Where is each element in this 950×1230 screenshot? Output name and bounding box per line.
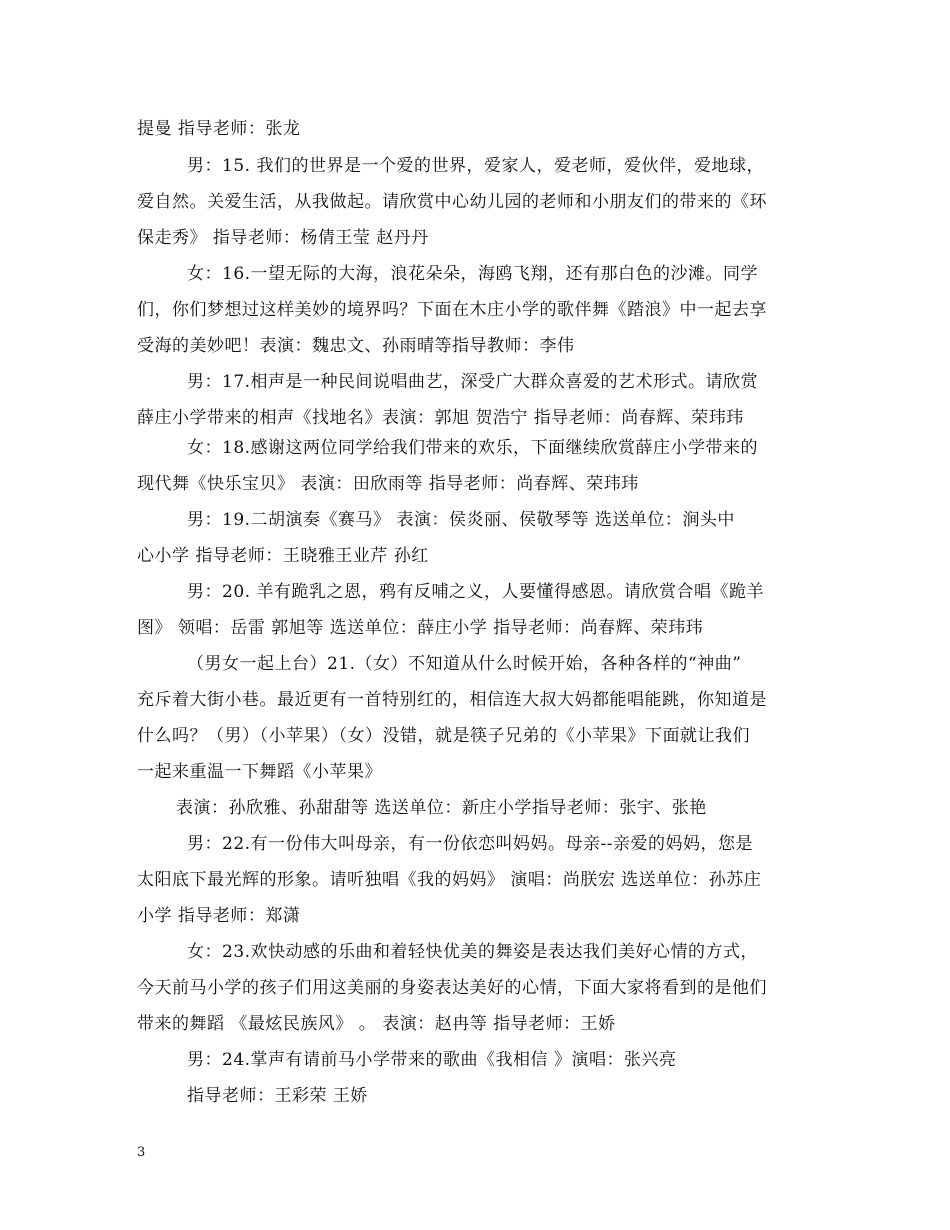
text-line: 图》 领唱：岳雷 郭旭等 选送单位：薛庄小学 指导老师：尚春辉、荣玮玮	[137, 618, 704, 638]
text-line: 女：18.感谢这两位同学给我们带来的欢乐，下面继续欣赏薛庄小学带来的	[187, 438, 759, 458]
text-line: 男：15. 我们的世界是一个爱的世界，爱家人，爱老师，爱伙伴，爱地球，	[187, 156, 764, 176]
text-line: 今天前马小学的孩子们用这美丽的身姿表达美好的心情，下面大家将看到的是他们	[137, 978, 767, 998]
text-line: 现代舞《快乐宝贝》 表演：田欣雨等 指导老师：尚春辉、荣玮玮	[137, 474, 639, 494]
text-line: 什么吗？（男）（小苹果）（女）没错，就是筷子兄弟的《小苹果》下面就让我们	[137, 726, 750, 746]
text-line: 女：23.欢快动感的乐曲和着轻快优美的舞姿是表达我们美好心情的方式，	[187, 942, 759, 962]
text-line: 男：17.相声是一种民间说唱曲艺，深受广大群众喜爱的艺术形式。请欣赏	[187, 372, 759, 392]
text-line: 薛庄小学带来的相声《找地名》表演：郭旭 贺浩宁 指导老师：尚春辉、荣玮玮	[137, 408, 744, 428]
text-line: 男：24.掌声有请前马小学带来的歌曲《我相信 》演唱：张兴亮	[187, 1050, 677, 1070]
text-line: 保走秀》 指导老师：杨倩王莹 赵丹丹	[137, 228, 429, 248]
text-line: 表演：孙欣雅、孙甜甜等 选送单位：新庄小学指导老师：张宇、张艳	[176, 798, 707, 818]
page-number: 3	[137, 1145, 146, 1160]
text-line: 男：20. 羊有跪乳之恩，鸦有反哺之义，人要懂得感恩。请欣赏合唱《跪羊	[187, 582, 764, 602]
text-line: （男女一起上台）21.（女）不知道从什么时候开始，各种各样的“神曲”	[187, 654, 742, 674]
text-line: 太阳底下最光辉的形象。请听独唱《我的妈妈》 演唱：尚朕宏 选送单位：孙苏庄	[137, 870, 762, 890]
text-line: 女：16.一望无际的大海，浪花朵朵，海鸥飞翔，还有那白色的沙滩。同学	[187, 264, 759, 284]
text-line: 指导老师：王彩荣 王娇	[187, 1086, 368, 1106]
text-line: 受海的美妙吧！表演：魏忠文、孙雨晴等指导教师：李伟	[137, 336, 575, 356]
text-line: 提曼 指导老师：张龙	[137, 119, 301, 139]
text-line: 带来的舞蹈 《最炫民族风》 。 表演：赵冉等 指导老师：王娇	[137, 1014, 616, 1034]
text-line: 心小学 指导老师：王晓雅王业芹 孙红	[137, 546, 429, 566]
text-line: 充斥着大街小巷。最近更有一首特别红的，相信连大叔大妈都能唱能跳，你知道是	[137, 690, 767, 710]
text-line: 一起来重温一下舞蹈《小苹果》	[137, 762, 382, 782]
text-line: 小学 指导老师：郑潇	[137, 906, 301, 926]
text-line: 们，你们梦想过这样美妙的境界吗？下面在木庄小学的歌伴舞《踏浪》中一起去享	[137, 300, 767, 320]
text-line: 男：19.二胡演奏《赛马》 表演：侯炎丽、侯敬琴等 选送单位：涧头中	[187, 510, 735, 530]
text-line: 男：22.有一份伟大叫母亲，有一份依恋叫妈妈。母亲--亲爱的妈妈，您是	[187, 834, 754, 854]
text-line: 爱自然。关爱生活，从我做起。请欣赏中心幼儿园的老师和小朋友们的带来的《环	[137, 192, 767, 212]
